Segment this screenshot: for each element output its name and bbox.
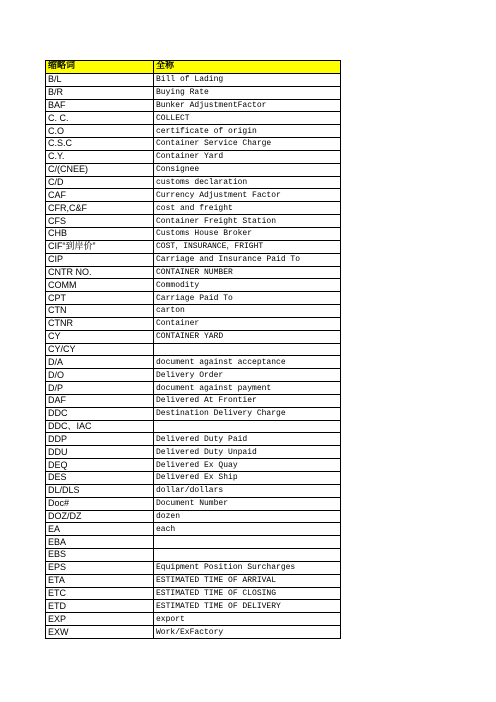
abbr-cell: CFR,C&F xyxy=(46,202,154,215)
full-name-cell: certificate of origin xyxy=(154,125,341,138)
full-name-cell: Container xyxy=(154,317,341,330)
table-row xyxy=(46,626,341,639)
table-row xyxy=(46,561,341,574)
full-name-cell: Carriage and Insurance Paid To xyxy=(154,253,341,266)
table-row xyxy=(46,523,341,536)
abbr-cell: BAF xyxy=(46,99,154,112)
full-name-cell: Delivered Duty Unpaid xyxy=(154,446,341,459)
abbr-cell: DOZ/DZ xyxy=(46,510,154,523)
full-name-cell: document against acceptance xyxy=(154,356,341,369)
abbr-cell: C.S.C xyxy=(46,138,154,151)
table-row xyxy=(46,407,341,420)
abbr-cell: EXW xyxy=(46,626,154,639)
abbr-cell: CPT xyxy=(46,292,154,305)
full-name-cell: each xyxy=(154,523,341,536)
abbr-cell: COMM xyxy=(46,279,154,292)
full-name-cell: Currency Adjustment Factor xyxy=(154,189,341,202)
table-row xyxy=(46,202,341,215)
abbr-cell: CNTR NO. xyxy=(46,266,154,279)
abbr-cell: B/L xyxy=(46,73,154,86)
full-name-cell: document against payment xyxy=(154,382,341,395)
full-name-cell: dollar/dollars xyxy=(154,484,341,497)
abbr-cell: EBS xyxy=(46,549,154,562)
table-row xyxy=(46,510,341,523)
abbr-cell: DEQ xyxy=(46,459,154,472)
full-name-cell: Container Freight Station xyxy=(154,215,341,228)
table-row xyxy=(46,446,341,459)
abbr-cell: C/D xyxy=(46,176,154,189)
full-name-cell: Work/ExFactory xyxy=(154,626,341,639)
abbr-cell: DDU xyxy=(46,446,154,459)
full-name-cell: Delivered At Frontier xyxy=(154,394,341,407)
abbr-cell: C. C. xyxy=(46,112,154,125)
full-name-cell: export xyxy=(154,613,341,626)
full-name-cell: Destination Delivery Charge xyxy=(154,407,341,420)
table-row xyxy=(46,240,341,253)
abbr-cell: EBA xyxy=(46,536,154,549)
full-name-cell: Delivered Ex Quay xyxy=(154,459,341,472)
abbr-cell: EA xyxy=(46,523,154,536)
table-row xyxy=(46,574,341,587)
table-row xyxy=(46,497,341,510)
table-row xyxy=(46,433,341,446)
full-name-cell: ESTIMATED TIME OF ARRIVAL xyxy=(154,574,341,587)
table-row xyxy=(46,176,341,189)
full-name-cell: Bunker AdjustmentFactor xyxy=(154,99,341,112)
full-name-cell: cost and freight xyxy=(154,202,341,215)
abbr-cell: D/O xyxy=(46,369,154,382)
full-name-cell: customs declaration xyxy=(154,176,341,189)
table-row xyxy=(46,394,341,407)
abbr-cell: C/(CNEE) xyxy=(46,163,154,176)
abbr-cell: CAF xyxy=(46,189,154,202)
abbr-cell: Doc# xyxy=(46,497,154,510)
full-name-cell: Carriage Paid To xyxy=(154,292,341,305)
abbr-cell: ETD xyxy=(46,600,154,613)
abbr-cell: DDC、IAC xyxy=(46,420,154,433)
table-row xyxy=(46,484,341,497)
abbr-cell: CIF“到岸价” xyxy=(46,240,154,253)
full-name-cell: ESTIMATED TIME OF CLOSING xyxy=(154,587,341,600)
full-name-cell: Container Service Charge xyxy=(154,138,341,151)
table-row xyxy=(46,138,341,151)
table-row xyxy=(46,163,341,176)
table-row xyxy=(46,472,341,485)
table-row xyxy=(46,600,341,613)
full-name-cell: CONTAINER NUMBER xyxy=(154,266,341,279)
table-row xyxy=(46,266,341,279)
table-row xyxy=(46,189,341,202)
table-row xyxy=(46,330,341,343)
header-full-cell: 全称 xyxy=(154,61,341,74)
table-row xyxy=(46,150,341,163)
table-row xyxy=(46,613,341,626)
table-row xyxy=(46,343,341,356)
abbr-cell: DES xyxy=(46,472,154,485)
abbr-cell: DDP xyxy=(46,433,154,446)
full-name-cell: Consignee xyxy=(154,163,341,176)
table-row xyxy=(46,253,341,266)
abbr-cell: CIP xyxy=(46,253,154,266)
abbr-cell: ETA xyxy=(46,574,154,587)
full-name-cell: Container Yard xyxy=(154,150,341,163)
abbr-cell: CTNR xyxy=(46,317,154,330)
abbr-cell: CY xyxy=(46,330,154,343)
table-row xyxy=(46,279,341,292)
abbr-cell: CHB xyxy=(46,227,154,240)
table-row xyxy=(46,369,341,382)
abbr-cell: D/P xyxy=(46,382,154,395)
full-name-cell: Delivered Ex Ship xyxy=(154,472,341,485)
table-header-row xyxy=(46,61,341,74)
table-row xyxy=(46,73,341,86)
table-row xyxy=(46,420,341,433)
abbr-cell: CFS xyxy=(46,215,154,228)
full-name-cell: Commodity xyxy=(154,279,341,292)
full-name-cell: Customs House Broker xyxy=(154,227,341,240)
abbr-cell: DDC xyxy=(46,407,154,420)
full-name-cell: Buying Rate xyxy=(154,86,341,99)
table-row xyxy=(46,99,341,112)
abbr-cell: ETC xyxy=(46,587,154,600)
full-name-cell: Document Number xyxy=(154,497,341,510)
full-name-cell: CONTAINER YARD xyxy=(154,330,341,343)
table-row xyxy=(46,587,341,600)
abbr-cell: B/R xyxy=(46,86,154,99)
table-row xyxy=(46,317,341,330)
table-row xyxy=(46,292,341,305)
header-abbr-cell: 缩略词 xyxy=(46,61,154,74)
full-name-cell xyxy=(154,343,341,356)
abbr-cell: DL/DLS xyxy=(46,484,154,497)
full-name-cell: carton xyxy=(154,305,341,318)
full-name-cell: ESTIMATED TIME OF DELIVERY xyxy=(154,600,341,613)
full-name-cell: Equipment Position Surcharges xyxy=(154,561,341,574)
full-name-cell: COST，INSURANCE，FRIGHT xyxy=(154,240,341,253)
table-body xyxy=(46,61,341,639)
abbr-cell: D/A xyxy=(46,356,154,369)
full-name-cell: Delivered Duty Paid xyxy=(154,433,341,446)
full-name-cell xyxy=(154,549,341,562)
abbr-cell: EXP xyxy=(46,613,154,626)
table-row xyxy=(46,125,341,138)
abbr-cell: EPS xyxy=(46,561,154,574)
full-name-cell xyxy=(154,420,341,433)
table-row xyxy=(46,459,341,472)
full-name-cell: Bill of Lading xyxy=(154,73,341,86)
full-name-cell: COLLECT xyxy=(154,112,341,125)
table-row xyxy=(46,549,341,562)
table-row xyxy=(46,305,341,318)
abbr-cell: C.O xyxy=(46,125,154,138)
full-name-cell: dozen xyxy=(154,510,341,523)
table-row xyxy=(46,356,341,369)
table-row xyxy=(46,215,341,228)
abbr-cell: CTN xyxy=(46,305,154,318)
table-row xyxy=(46,536,341,549)
table-row xyxy=(46,86,341,99)
table-row xyxy=(46,112,341,125)
abbr-cell: CY/CY xyxy=(46,343,154,356)
table-row xyxy=(46,227,341,240)
abbr-cell: C.Y. xyxy=(46,150,154,163)
full-name-cell xyxy=(154,536,341,549)
table-row xyxy=(46,382,341,395)
abbreviation-table xyxy=(45,60,341,639)
full-name-cell: Delivery Order xyxy=(154,369,341,382)
abbr-cell: DAF xyxy=(46,394,154,407)
